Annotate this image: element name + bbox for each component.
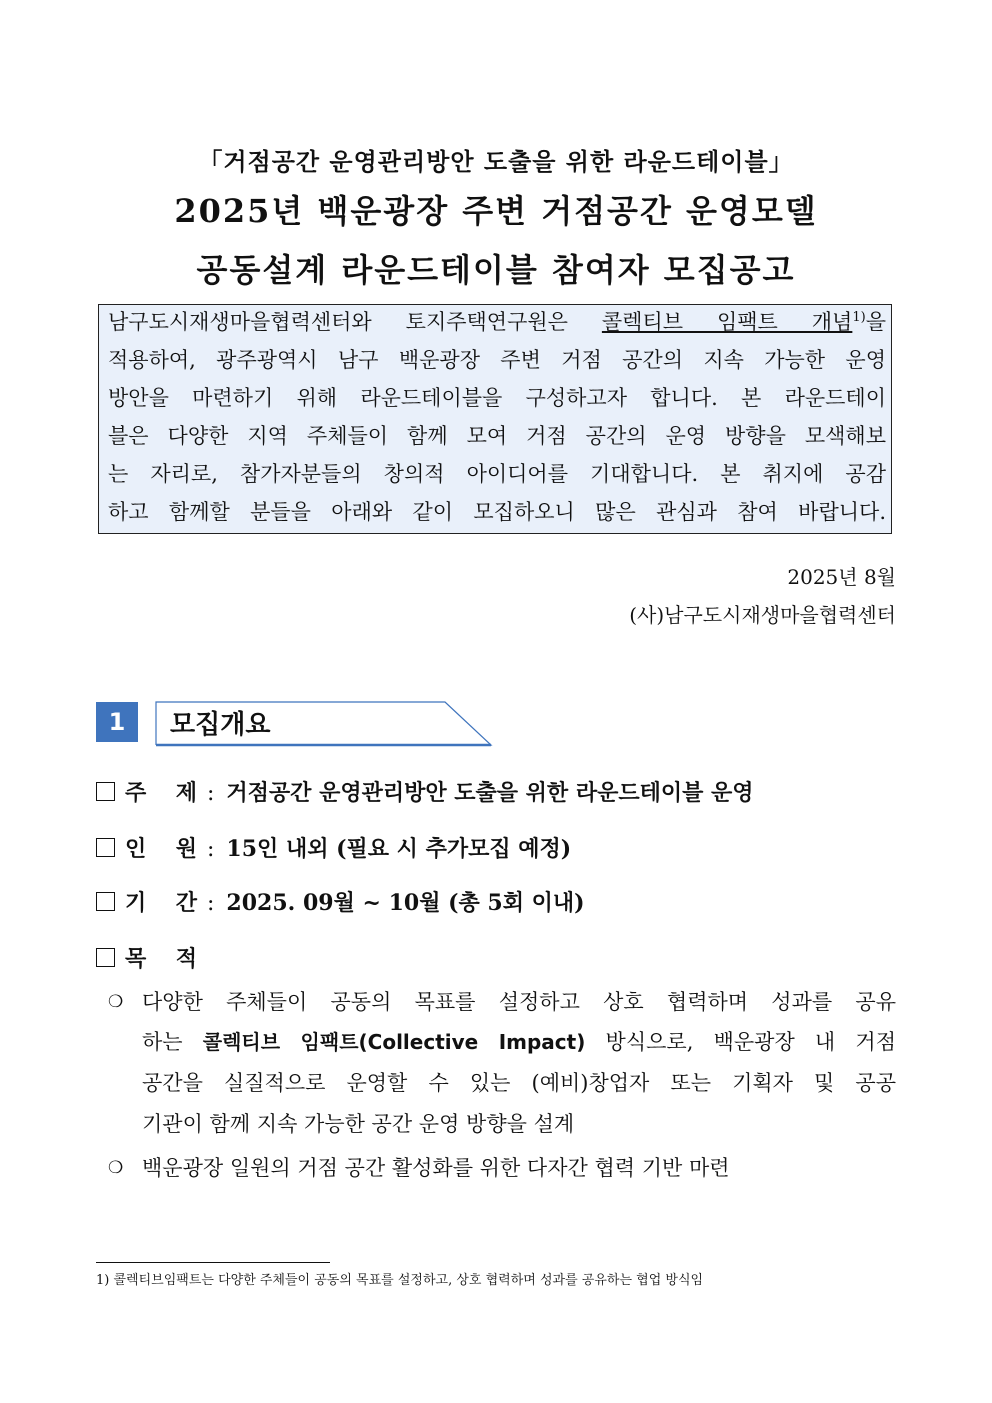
item-people bbox=[96, 832, 571, 863]
intro-line-3: 방안을 마련하기 위해 라운드테이블을 구성하고자 합니다. 본 라운드테이 bbox=[108, 386, 886, 410]
purpose-line-5: 백운광장 일원의 거점 공간 활성화를 위한 다자간 협력 기반 마련 bbox=[142, 1156, 730, 1180]
item-label: 목 적 bbox=[125, 946, 197, 972]
item-period bbox=[96, 886, 585, 917]
checkbox-square-icon bbox=[96, 838, 115, 857]
item-label: 인 원 bbox=[125, 836, 197, 862]
footnote-divider bbox=[96, 1262, 330, 1263]
page-title-line1: 2025년 백운광장 주변 거점공간 운영모델 bbox=[174, 192, 818, 230]
item-purpose bbox=[96, 942, 197, 973]
section-number-badge: 1 bbox=[96, 702, 138, 742]
intro-text: 남구도시재생마을협력센터와 토지주택연구원은 bbox=[108, 310, 602, 334]
purpose-line-1: 다양한 주체들이 공동의 목표를 설정하고 상호 협력하며 성과를 공유 bbox=[142, 990, 896, 1014]
intro-line-6: 하고 함께할 분들을 아래와 같이 모집하오니 많은 관심과 참여 바랍니다. bbox=[108, 500, 886, 524]
purpose-line-2 bbox=[142, 1026, 896, 1056]
page-title-line2: 공동설계 라운드테이블 참여자 모집공고 bbox=[196, 251, 796, 289]
intro-line-5: 는 자리로, 참가자분들의 창의적 아이디어를 기대합니다. 본 취지에 공감 bbox=[108, 462, 886, 486]
checkbox-square-icon bbox=[96, 948, 115, 967]
issue-date: 2025년 8월 bbox=[787, 565, 896, 589]
purpose-line-3: 공간을 실질적으로 운영할 수 있는 (예비)창업자 또는 기획자 및 공공 bbox=[142, 1071, 896, 1095]
checkbox-square-icon bbox=[96, 782, 115, 801]
item-label: 주 제 bbox=[125, 780, 197, 806]
footnote: 1) 콜렉티브임팩트는 다양한 주체들이 공동의 목표를 설정하고, 상호 협력하며 성과를 공유하는 협업 방식임 bbox=[96, 1273, 704, 1288]
intro-text: 을 bbox=[865, 310, 886, 334]
item-topic bbox=[96, 776, 754, 807]
issuer-org: (사)남구도시재생마을협력센터 bbox=[629, 603, 896, 627]
footnote-ref[interactable]: 1) bbox=[852, 310, 866, 325]
announcement-subtitle: 「거점공간 운영관리방안 도출을 위한 라운드테이블」 bbox=[198, 147, 794, 176]
item-value: 거점공간 운영관리방안 도출을 위한 라운드테이블 운영 bbox=[226, 780, 754, 806]
collective-impact-bold: 콜렉티브 임팩트(Collective Impact) bbox=[202, 1030, 586, 1054]
item-colon: : bbox=[207, 837, 215, 862]
section-title: 모집개요 bbox=[170, 710, 271, 740]
purpose-text: 하는 bbox=[142, 1030, 203, 1054]
item-colon: : bbox=[207, 891, 215, 916]
collective-impact-term: 콜렉티브 임팩트 개념 bbox=[601, 310, 853, 334]
item-value: 2025. 09월 ~ 10월 (총 5회 이내) bbox=[226, 890, 585, 916]
item-label: 기 간 bbox=[125, 890, 197, 916]
intro-line-2: 적용하여, 광주광역시 남구 백운광장 주변 거점 공간의 지속 가능한 운영 bbox=[108, 348, 886, 372]
purpose-text: 방식으로, 백운광장 내 거점 bbox=[585, 1030, 896, 1054]
bullet-circle-icon: ❍ bbox=[108, 992, 124, 1012]
purpose-line-4: 기관이 함께 지속 가능한 공간 운영 방향을 설계 bbox=[142, 1112, 575, 1136]
item-colon: : bbox=[207, 781, 215, 806]
item-value: 15인 내외 (필요 시 추가모집 예정) bbox=[226, 836, 572, 862]
bullet-circle-icon: ❍ bbox=[108, 1158, 124, 1178]
checkbox-square-icon bbox=[96, 892, 115, 911]
intro-line-1 bbox=[108, 306, 886, 336]
intro-line-4: 블은 다양한 지역 주체들이 함께 모여 거점 공간의 운영 방향을 모색해보 bbox=[108, 424, 886, 448]
